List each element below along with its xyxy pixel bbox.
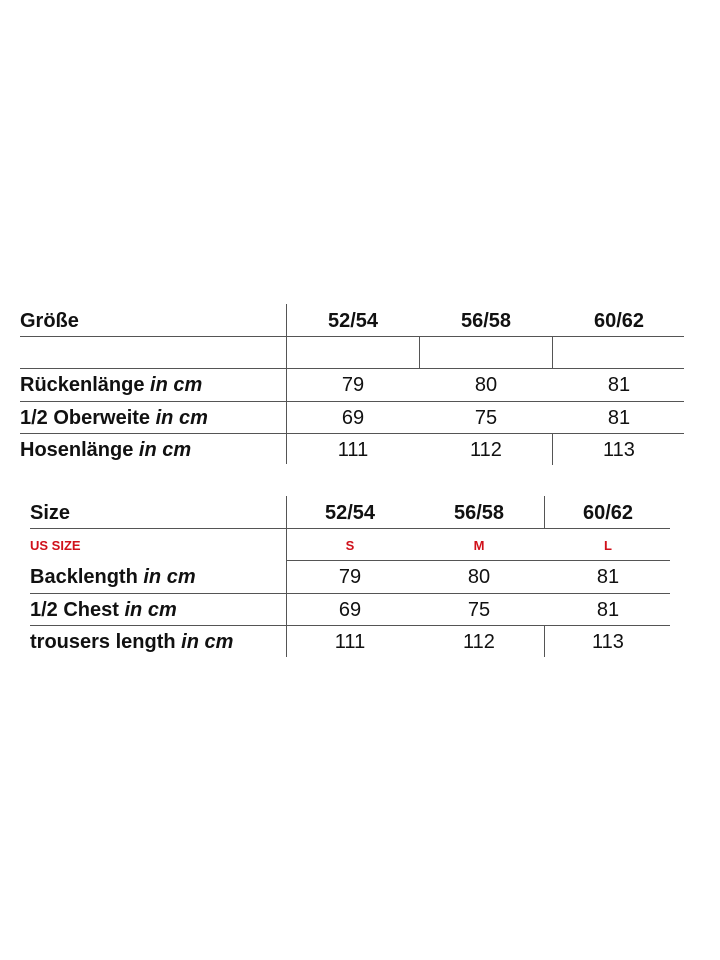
value-cell: 69 — [338, 598, 362, 621]
row-label — [20, 403, 282, 433]
column-divider — [544, 496, 545, 529]
us-size-value: M — [473, 537, 485, 553]
row-divider — [20, 336, 684, 337]
value-cell: 75 — [467, 598, 491, 621]
row-label-text: 1/2 Oberweite — [20, 406, 151, 429]
us-size-label: US SIZE — [30, 537, 81, 553]
us-size-value: L — [604, 537, 612, 553]
row-unit: in cm — [143, 565, 196, 588]
value-cell: 80 — [467, 565, 491, 588]
value-cell: 79 — [338, 565, 362, 588]
row-label-text: trousers length — [30, 630, 176, 653]
size-col-1: 52/54 — [327, 309, 379, 332]
value-cell: 113 — [592, 630, 624, 653]
header-label: Size — [30, 501, 71, 524]
value-cell: 75 — [474, 406, 498, 429]
row-label-text: Backlength — [30, 565, 138, 588]
row-label — [20, 435, 282, 465]
row-label-text: Hosenlänge — [20, 438, 134, 461]
value-cell: 81 — [596, 565, 620, 588]
value-cell: 111 — [334, 630, 366, 653]
size-col-3: 60/62 — [582, 501, 634, 524]
value-cell: 112 — [470, 438, 502, 461]
row-unit: in cm — [124, 598, 177, 621]
row-divider — [286, 560, 670, 561]
value-cell: 80 — [474, 373, 498, 396]
size-col-3: 60/62 — [593, 309, 645, 332]
us-size-value: S — [345, 537, 355, 553]
value-cell: 113 — [603, 438, 635, 461]
row-label — [30, 562, 286, 592]
value-cell: 81 — [607, 373, 631, 396]
row-label — [30, 627, 286, 657]
value-cell: 81 — [596, 598, 620, 621]
size-col-1: 52/54 — [324, 501, 376, 524]
column-divider — [286, 304, 287, 464]
header-label: Größe — [20, 309, 79, 332]
row-label-text: Rückenlänge — [20, 373, 145, 396]
value-cell: 69 — [341, 406, 365, 429]
value-cell: 79 — [341, 373, 365, 396]
size-col-2: 56/58 — [460, 309, 512, 332]
row-unit: in cm — [155, 406, 208, 429]
row-label-text: 1/2 Chest — [30, 598, 119, 621]
column-divider — [419, 336, 420, 369]
value-cell: 112 — [463, 630, 495, 653]
column-divider — [544, 625, 545, 657]
column-divider — [552, 336, 553, 369]
row-label — [20, 370, 282, 400]
row-divider — [20, 368, 684, 369]
row-divider — [30, 528, 670, 529]
column-divider — [552, 433, 553, 465]
column-divider — [286, 496, 287, 657]
row-unit: in cm — [150, 373, 203, 396]
value-cell: 111 — [337, 438, 369, 461]
row-divider — [20, 433, 684, 434]
row-unit: in cm — [181, 630, 234, 653]
row-divider — [30, 593, 670, 594]
row-unit: in cm — [138, 438, 192, 461]
size-col-2: 56/58 — [453, 501, 505, 524]
row-label — [30, 595, 286, 625]
row-divider — [30, 625, 670, 626]
row-divider — [20, 401, 684, 402]
value-cell: 81 — [607, 406, 631, 429]
